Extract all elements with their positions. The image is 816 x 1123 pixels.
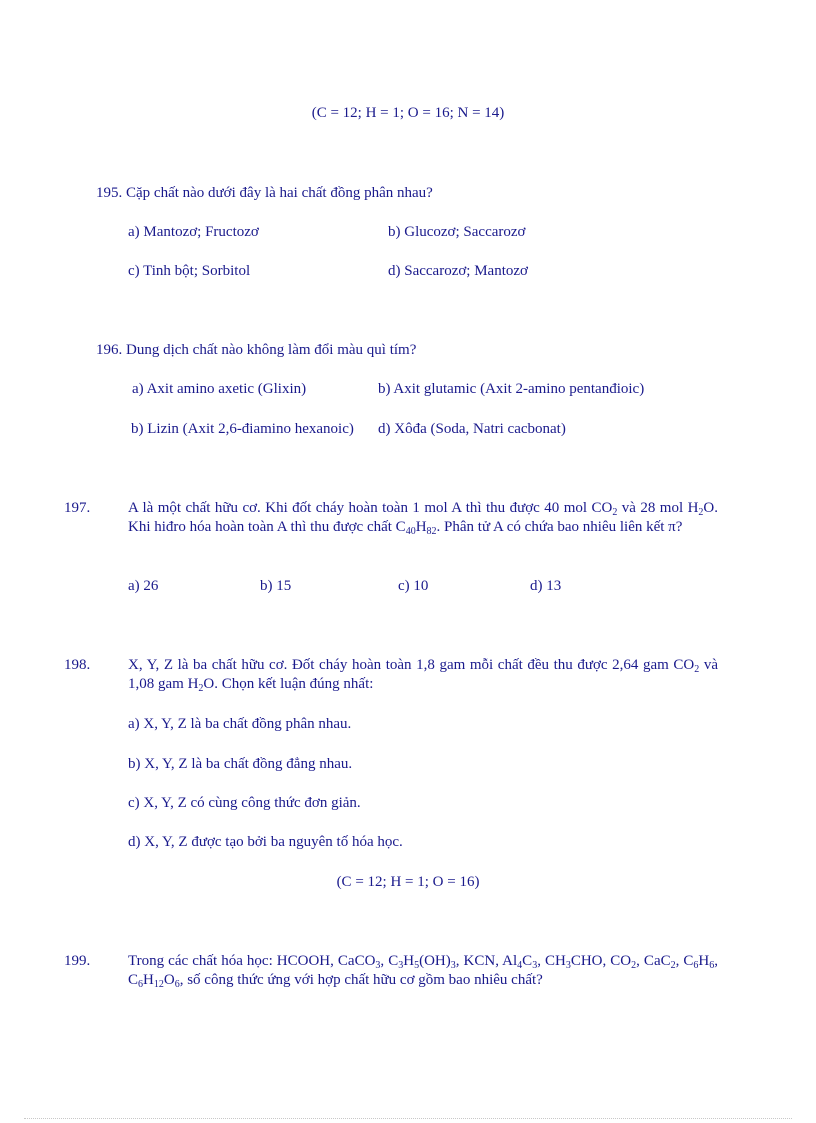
question-text-part: , CaC bbox=[636, 953, 671, 969]
option-d: d) Saccarozơ; Mantozơ bbox=[388, 263, 528, 279]
subscript: 2 bbox=[698, 507, 704, 518]
question-number: 197. bbox=[64, 500, 91, 516]
question-text-part: O. Chọn kết luận đúng nhất: bbox=[203, 676, 374, 692]
subscript: 2 bbox=[694, 664, 700, 675]
question-text-part: A là một chất hữu cơ. Khi đốt cháy hoàn toàn 1 mol A thì thu được 40 mol CO bbox=[128, 500, 613, 516]
subscript: 2 bbox=[670, 960, 676, 971]
question-text-part: và 1,08 gam H bbox=[128, 657, 718, 692]
subscript: 3 bbox=[565, 960, 571, 971]
question-198 bbox=[64, 656, 718, 694]
question-text-part: H bbox=[687, 500, 699, 516]
subscript: 6 bbox=[693, 960, 699, 971]
question-number: 199. bbox=[64, 953, 91, 969]
option-b: b) Glucozơ; Saccarozơ bbox=[388, 224, 526, 240]
question-text-part: , CH bbox=[537, 953, 566, 969]
option-d: d) X, Y, Z được tạo bởi ba nguyên tố hóa học. bbox=[128, 834, 403, 850]
question-195 bbox=[96, 184, 433, 203]
question-text-part: , C bbox=[380, 953, 399, 969]
option-c: b) Lizin (Axit 2,6-điamino hexanoic) bbox=[131, 421, 354, 437]
option-b: b) Axit glutamic (Axit 2-amino pentanđioic) bbox=[378, 381, 645, 397]
question-text-part: Trong các chất hóa học: HCOOH, CaCO bbox=[128, 953, 376, 969]
subscript: 12 bbox=[153, 979, 164, 990]
question-text-part: . Phân tử A có chứa bao nhiêu liên kết π? bbox=[436, 519, 683, 535]
question-number: 195. bbox=[96, 185, 123, 201]
question-text-part: , C bbox=[128, 953, 719, 988]
question-text: Dung dịch chất nào không làm đổi màu quì tím? bbox=[126, 342, 417, 358]
option-c: c) 10 bbox=[398, 578, 429, 594]
question-text-part: H bbox=[698, 953, 710, 969]
option-a: a) X, Y, Z là ba chất đồng phân nhau. bbox=[128, 716, 352, 732]
subscript: 2 bbox=[198, 683, 204, 694]
question-number: 196. bbox=[96, 342, 123, 358]
question-text-part: và 28 mol bbox=[617, 500, 688, 516]
question-number: 198. bbox=[64, 657, 91, 673]
option-b: b) X, Y, Z là ba chất đồng đẳng nhau. bbox=[128, 756, 353, 772]
question-text-part: O. Khi hiđro hóa hoàn toàn A thì thu được chất C bbox=[128, 500, 718, 535]
option-a: a) 26 bbox=[128, 578, 159, 594]
option-a: a) Mantozơ; Fructozơ bbox=[128, 224, 259, 240]
question-199 bbox=[64, 952, 719, 990]
subscript: 3 bbox=[450, 960, 456, 971]
option-c: c) Tinh bột; Sorbitol bbox=[128, 263, 251, 279]
atomic-mass-note: (C = 12; H = 1; O = 16) bbox=[336, 874, 480, 890]
subscript: 2 bbox=[612, 507, 618, 518]
subscript: 2 bbox=[631, 960, 637, 971]
question-text-part: X, Y, Z là ba chất hữu cơ. Đốt cháy hoàn toàn 1,8 gam mỗi chất đều thu được 2,64 gam CO bbox=[128, 657, 695, 673]
subscript: 6 bbox=[709, 960, 715, 971]
question-text-part: C bbox=[522, 953, 533, 969]
question-text-part: H bbox=[415, 519, 427, 535]
question-text: Cặp chất nào dưới đây là hai chất đồng phân nhau? bbox=[126, 185, 433, 201]
question-text-part: H bbox=[143, 972, 154, 988]
subscript: 40 bbox=[405, 526, 416, 537]
option-d: d) Xôđa (Soda, Natri cacbonat) bbox=[378, 421, 566, 437]
page-bottom-divider bbox=[24, 1118, 792, 1119]
atomic-mass-note: (C = 12; H = 1; O = 16; N = 14) bbox=[311, 105, 505, 121]
option-a: a) Axit amino axetic (Glixin) bbox=[132, 381, 307, 397]
question-196 bbox=[96, 341, 416, 360]
question-text-part: , số công thức ứng với hợp chất hữu cơ gồm bao nhiêu chất? bbox=[179, 972, 543, 988]
question-text-part: , KCN, Al bbox=[455, 953, 518, 969]
subscript: 82 bbox=[426, 526, 437, 537]
option-d: d) 13 bbox=[530, 578, 562, 594]
question-text-part: H bbox=[403, 953, 415, 969]
subscript: 5 bbox=[414, 960, 420, 971]
question-text-part: O bbox=[163, 972, 175, 988]
question-text-part: , C bbox=[675, 953, 694, 969]
subscript: 3 bbox=[532, 960, 538, 971]
option-c: c) X, Y, Z có cùng công thức đơn giản. bbox=[128, 795, 361, 811]
subscript: 4 bbox=[517, 960, 523, 971]
subscript: 6 bbox=[138, 979, 144, 990]
subscript: 3 bbox=[398, 960, 404, 971]
option-b: b) 15 bbox=[260, 578, 292, 594]
question-text-part: CHO, CO bbox=[570, 953, 632, 969]
subscript: 6 bbox=[174, 979, 180, 990]
subscript: 3 bbox=[375, 960, 381, 971]
question-197 bbox=[64, 499, 718, 537]
question-text-part: (OH) bbox=[419, 953, 451, 969]
